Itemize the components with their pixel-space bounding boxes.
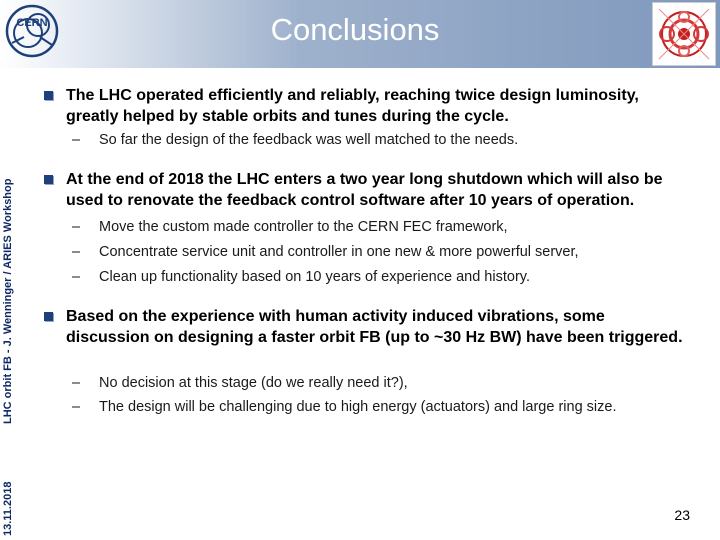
dash-marker: – (72, 132, 81, 148)
bullet-3 (44, 306, 684, 348)
bullet-text: At the end of 2018 the LHC enters a two year long shutdown which will also be used to renovate the feedback control software after 10 years of operation. (66, 171, 663, 209)
dash-marker: – (72, 219, 81, 235)
bullet-1 (44, 85, 684, 127)
dash-marker: – (72, 269, 81, 285)
slide-author: LHC orbit FB - J. Wenninger / ARIES Workshop (2, 178, 14, 424)
page-title: Conclusions (270, 12, 440, 47)
collision-event-logo (652, 2, 716, 66)
bullet-text: The LHC operated efficiently and reliably, reaching twice design luminosity, greatly helped by stable orbits and tunes during the cycle. (66, 87, 639, 125)
dash-marker: – (72, 244, 81, 260)
square-bullet-icon (44, 175, 53, 184)
dash-marker: – (72, 375, 81, 391)
square-bullet-icon (44, 312, 53, 321)
sub-bullet-text: Concentrate service unit and controller in one new & more powerful server, (99, 244, 579, 260)
slide-header (0, 0, 720, 68)
dash-marker: – (72, 399, 81, 415)
sub-bullet (72, 218, 692, 236)
sub-bullet-text: So far the design of the feedback was well matched to the needs. (99, 132, 519, 148)
sub-bullet (72, 268, 692, 286)
page-number: 23 (674, 507, 690, 523)
bullet-2 (44, 169, 684, 211)
sub-bullet (72, 131, 692, 149)
sub-bullet (72, 374, 692, 392)
slide-date: 13.11.2018 (2, 481, 14, 536)
sidebar-footer-text (2, 16, 18, 536)
cern-logo-text: CERN (16, 17, 48, 29)
sub-bullet (72, 243, 692, 261)
sub-bullet (72, 398, 692, 416)
sub-bullet-text: The design will be challenging due to high energy (actuators) and large ring size. (99, 399, 617, 415)
sub-bullet-text: Move the custom made controller to the CERN FEC framework, (99, 219, 508, 235)
sub-bullet-text: Clean up functionality based on 10 years of experience and history. (99, 269, 530, 285)
sub-bullet-text: No decision at this stage (do we really need it?), (99, 375, 408, 391)
square-bullet-icon (44, 91, 53, 100)
bullet-text: Based on the experience with human activity induced vibrations, some discussion on designing a faster orbit FB (up to ~30 Hz BW) have been triggered. (66, 308, 683, 346)
